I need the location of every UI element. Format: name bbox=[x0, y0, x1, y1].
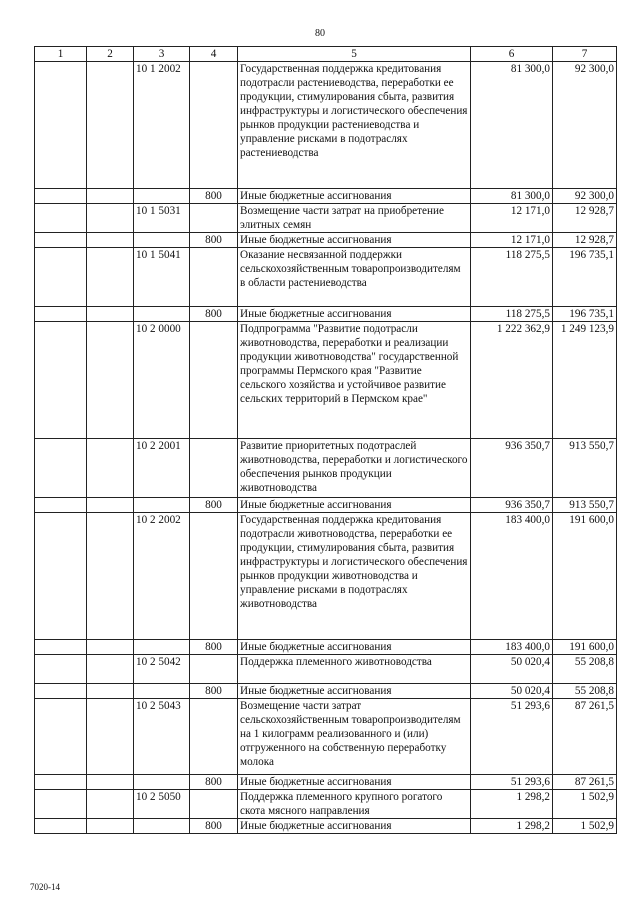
amount-year1-cell: 51 293,6 bbox=[471, 775, 553, 790]
section-code-cell bbox=[134, 775, 190, 790]
amount-year1-cell: 1 222 362,9 bbox=[471, 322, 553, 439]
col1-cell bbox=[35, 790, 87, 819]
section-code-cell: 10 1 5031 bbox=[134, 204, 190, 233]
col1-cell bbox=[35, 62, 87, 189]
expense-type-cell bbox=[190, 513, 238, 640]
amount-year2-cell: 87 261,5 bbox=[553, 699, 617, 775]
table-row bbox=[35, 189, 617, 204]
expense-type-cell bbox=[190, 248, 238, 307]
expense-type-cell bbox=[190, 655, 238, 684]
amount-year2-cell: 12 928,7 bbox=[553, 204, 617, 233]
amount-year2-cell: 92 300,0 bbox=[553, 189, 617, 204]
column-header: 4 bbox=[190, 47, 238, 62]
budget-table bbox=[34, 46, 617, 834]
description-cell: Поддержка племенного животноводства bbox=[238, 655, 471, 684]
description-cell: Поддержка племенного крупного рогатого скота мясного направления bbox=[238, 790, 471, 819]
table-row bbox=[35, 819, 617, 834]
col2-cell bbox=[87, 233, 134, 248]
table-row bbox=[35, 790, 617, 819]
col2-cell bbox=[87, 655, 134, 684]
section-code-cell: 10 2 2001 bbox=[134, 439, 190, 498]
table-row bbox=[35, 775, 617, 790]
expense-type-cell: 800 bbox=[190, 189, 238, 204]
amount-year1-cell: 118 275,5 bbox=[471, 248, 553, 307]
col1-cell bbox=[35, 655, 87, 684]
description-cell: Иные бюджетные ассигнования bbox=[238, 684, 471, 699]
amount-year2-cell: 191 600,0 bbox=[553, 640, 617, 655]
section-code-cell bbox=[134, 498, 190, 513]
page-number: 80 bbox=[315, 28, 325, 39]
expense-type-cell: 800 bbox=[190, 775, 238, 790]
section-code-cell: 10 2 5050 bbox=[134, 790, 190, 819]
amount-year2-cell: 913 550,7 bbox=[553, 439, 617, 498]
description-cell: Иные бюджетные ассигнования bbox=[238, 307, 471, 322]
expense-type-cell: 800 bbox=[190, 819, 238, 834]
column-header: 1 bbox=[35, 47, 87, 62]
section-code-cell bbox=[134, 819, 190, 834]
amount-year1-cell: 12 171,0 bbox=[471, 233, 553, 248]
amount-year1-cell: 1 298,2 bbox=[471, 790, 553, 819]
amount-year1-cell: 81 300,0 bbox=[471, 62, 553, 189]
table-row bbox=[35, 513, 617, 640]
col2-cell bbox=[87, 699, 134, 775]
amount-year2-cell: 1 502,9 bbox=[553, 790, 617, 819]
amount-year2-cell: 55 208,8 bbox=[553, 655, 617, 684]
col1-cell bbox=[35, 322, 87, 439]
description-cell: Иные бюджетные ассигнования bbox=[238, 819, 471, 834]
header-row bbox=[35, 47, 617, 62]
table-row bbox=[35, 640, 617, 655]
description-cell: Возмещение части затрат сельскохозяйственным товаропроизводителям на 1 килограмм реализованного и (или) отгруженного на собственную переработку молока bbox=[238, 699, 471, 775]
column-header: 5 bbox=[238, 47, 471, 62]
amount-year1-cell: 118 275,5 bbox=[471, 307, 553, 322]
amount-year2-cell: 196 735,1 bbox=[553, 307, 617, 322]
col2-cell bbox=[87, 775, 134, 790]
table-row bbox=[35, 307, 617, 322]
table-row bbox=[35, 684, 617, 699]
col1-cell bbox=[35, 640, 87, 655]
description-cell: Оказание несвязанной поддержки сельскохозяйственным товаропроизводителям в области растениеводства bbox=[238, 248, 471, 307]
amount-year2-cell: 913 550,7 bbox=[553, 498, 617, 513]
amount-year2-cell: 1 502,9 bbox=[553, 819, 617, 834]
col1-cell bbox=[35, 498, 87, 513]
section-code-cell: 10 2 5043 bbox=[134, 699, 190, 775]
col1-cell bbox=[35, 513, 87, 640]
col1-cell bbox=[35, 189, 87, 204]
amount-year2-cell: 191 600,0 bbox=[553, 513, 617, 640]
amount-year1-cell: 183 400,0 bbox=[471, 640, 553, 655]
col2-cell bbox=[87, 307, 134, 322]
column-header: 7 bbox=[553, 47, 617, 62]
column-header: 2 bbox=[87, 47, 134, 62]
col1-cell bbox=[35, 439, 87, 498]
section-code-cell: 10 1 2002 bbox=[134, 62, 190, 189]
amount-year2-cell: 196 735,1 bbox=[553, 248, 617, 307]
amount-year2-cell: 92 300,0 bbox=[553, 62, 617, 189]
amount-year1-cell: 936 350,7 bbox=[471, 439, 553, 498]
table-row bbox=[35, 233, 617, 248]
col2-cell bbox=[87, 204, 134, 233]
table-row bbox=[35, 322, 617, 439]
table-row bbox=[35, 248, 617, 307]
col2-cell bbox=[87, 684, 134, 699]
expense-type-cell bbox=[190, 790, 238, 819]
col1-cell bbox=[35, 819, 87, 834]
description-cell: Иные бюджетные ассигнования bbox=[238, 233, 471, 248]
col1-cell bbox=[35, 233, 87, 248]
table-body bbox=[35, 62, 617, 834]
table-row bbox=[35, 498, 617, 513]
col1-cell bbox=[35, 307, 87, 322]
description-cell: Иные бюджетные ассигнования bbox=[238, 498, 471, 513]
description-cell: Иные бюджетные ассигнования bbox=[238, 640, 471, 655]
table-row bbox=[35, 62, 617, 189]
col1-cell bbox=[35, 684, 87, 699]
col1-cell bbox=[35, 204, 87, 233]
section-code-cell: 10 1 5041 bbox=[134, 248, 190, 307]
amount-year1-cell: 50 020,4 bbox=[471, 655, 553, 684]
amount-year1-cell: 50 020,4 bbox=[471, 684, 553, 699]
amount-year1-cell: 936 350,7 bbox=[471, 498, 553, 513]
description-cell: Государственная поддержка кредитования подотрасли растениеводства, переработки ее продукции, стимулирования сбыта, развития инфраструктуры и логистического обеспечения рынков продукции растениеводства и управление рисками в подотраслях растениеводства bbox=[238, 62, 471, 189]
document-code: 7020-14 bbox=[30, 882, 60, 892]
amount-year2-cell: 1 249 123,9 bbox=[553, 322, 617, 439]
section-code-cell bbox=[134, 640, 190, 655]
amount-year1-cell: 81 300,0 bbox=[471, 189, 553, 204]
section-code-cell bbox=[134, 233, 190, 248]
section-code-cell bbox=[134, 307, 190, 322]
table-row bbox=[35, 699, 617, 775]
section-code-cell: 10 2 2002 bbox=[134, 513, 190, 640]
description-cell: Возмещение части затрат на приобретение элитных семян bbox=[238, 204, 471, 233]
expense-type-cell bbox=[190, 204, 238, 233]
description-cell: Иные бюджетные ассигнования bbox=[238, 775, 471, 790]
col2-cell bbox=[87, 248, 134, 307]
expense-type-cell bbox=[190, 699, 238, 775]
col2-cell bbox=[87, 513, 134, 640]
expense-type-cell: 800 bbox=[190, 307, 238, 322]
description-cell: Развитие приоритетных подотраслей животноводства, переработки и логистического обеспечения рынков продукции животноводства bbox=[238, 439, 471, 498]
col2-cell bbox=[87, 640, 134, 655]
amount-year1-cell: 183 400,0 bbox=[471, 513, 553, 640]
amount-year2-cell: 12 928,7 bbox=[553, 233, 617, 248]
amount-year2-cell: 55 208,8 bbox=[553, 684, 617, 699]
col2-cell bbox=[87, 439, 134, 498]
amount-year1-cell: 12 171,0 bbox=[471, 204, 553, 233]
col1-cell bbox=[35, 775, 87, 790]
col2-cell bbox=[87, 322, 134, 439]
col2-cell bbox=[87, 819, 134, 834]
expense-type-cell: 800 bbox=[190, 684, 238, 699]
col1-cell bbox=[35, 699, 87, 775]
description-cell: Подпрограмма "Развитие подотрасли животноводства, переработки и реализации продукции животноводства" государственной программы Пермского края "Развитие сельского хозяйства и устойчивое развитие сельских территорий в Пермском крае" bbox=[238, 322, 471, 439]
section-code-cell: 10 2 5042 bbox=[134, 655, 190, 684]
col2-cell bbox=[87, 189, 134, 204]
table-row bbox=[35, 204, 617, 233]
amount-year1-cell: 51 293,6 bbox=[471, 699, 553, 775]
description-cell: Иные бюджетные ассигнования bbox=[238, 189, 471, 204]
amount-year2-cell: 87 261,5 bbox=[553, 775, 617, 790]
expense-type-cell: 800 bbox=[190, 233, 238, 248]
expense-type-cell: 800 bbox=[190, 640, 238, 655]
column-header: 3 bbox=[134, 47, 190, 62]
amount-year1-cell: 1 298,2 bbox=[471, 819, 553, 834]
col2-cell bbox=[87, 790, 134, 819]
col2-cell bbox=[87, 62, 134, 189]
column-header: 6 bbox=[471, 47, 553, 62]
col2-cell bbox=[87, 498, 134, 513]
table-row bbox=[35, 655, 617, 684]
expense-type-cell bbox=[190, 439, 238, 498]
section-code-cell bbox=[134, 189, 190, 204]
expense-type-cell bbox=[190, 62, 238, 189]
expense-type-cell bbox=[190, 322, 238, 439]
table-row bbox=[35, 439, 617, 498]
description-cell: Государственная поддержка кредитования подотрасли животноводства, переработки ее продукции, стимулирования сбыта, развития инфраструктуры и логистического обеспечения рынков продукции животноводства и управление рисками в подотраслях животноводства bbox=[238, 513, 471, 640]
expense-type-cell: 800 bbox=[190, 498, 238, 513]
col1-cell bbox=[35, 248, 87, 307]
section-code-cell bbox=[134, 684, 190, 699]
section-code-cell: 10 2 0000 bbox=[134, 322, 190, 439]
